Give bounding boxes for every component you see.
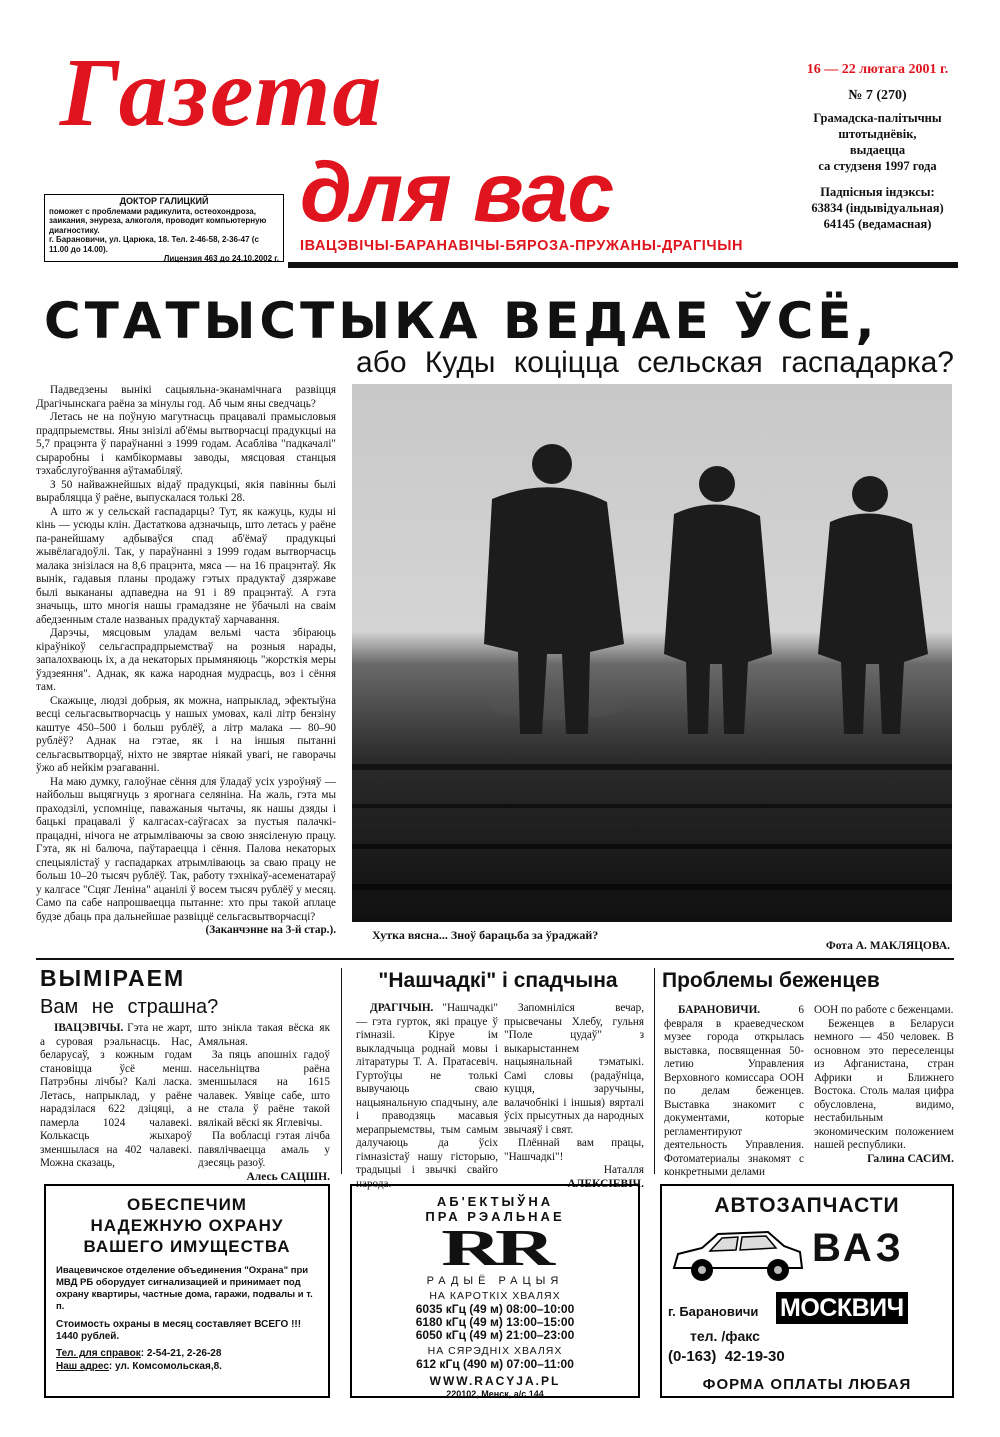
- bezhentsy-text-3: Беженцев в Беларуси немного — 450 человек. В основном это переселенцы из Афганистана, стран Африки и Ближнего Востока. Столь малая цифра обусловлена, видимо, нестабильным экономическим положением нашей республики.: [814, 1017, 954, 1151]
- okhrana-address: : ул. Комсомольская,8.: [108, 1361, 222, 1372]
- vymiraem-text-4: Па вобласці гэтая лічба павялічваецца амаль у дзесяць разоў.: [198, 1130, 330, 1169]
- vymiraem-author: Алесь САЦШН.: [246, 1170, 330, 1183]
- index-label: Падпісныя індэксы:: [820, 185, 935, 199]
- doctor-ad-license: Лицензия 463 до 24.10.2002 г.: [163, 254, 279, 263]
- nashchadki-dateline: ДРАГІЧЫН.: [370, 1002, 434, 1014]
- auto-title: АВТОЗАПЧАСТИ: [714, 1194, 900, 1217]
- index-2: 64145 (ведамасная): [823, 217, 932, 231]
- index-1: 63834 (індывідуальная): [811, 201, 944, 215]
- auto-ad: [660, 1184, 954, 1398]
- okhrana-address-line: [56, 1360, 318, 1373]
- radio-logo: RR: [441, 1220, 549, 1277]
- nashchadki-author-surname: АЛЕКСІЕВІЧ.: [567, 1177, 644, 1190]
- bezhentsy-author: Галина САСИМ.: [867, 1152, 954, 1165]
- radio-url: WWW.RACYJA.PL: [429, 1374, 561, 1388]
- lead-subheadline: або Куды коціцца сельская гаспадарка?: [356, 346, 954, 379]
- radio-ad: [350, 1184, 640, 1398]
- vymiraem-col-1: [40, 1022, 192, 1171]
- masthead-desc-3: выдаецца: [849, 143, 906, 157]
- radio-line-1: АБ'ЕКТЫЎНА: [436, 1194, 554, 1209]
- vymiraem-dateline: ІВАЦЭВІЧЫ.: [54, 1022, 124, 1034]
- okhrana-title-3: ВАШЕГО ИМУЩЕСТВА: [83, 1237, 291, 1256]
- radio-freq-2: 6180 кГц (49 м) 13:00–15:00: [415, 1315, 575, 1329]
- lead-paragraph-3: З 50 найважнейшых відаў прадукцыі, якія павінны былі вырабляцца ў раёне, выпускалася толькі 28.: [36, 478, 336, 504]
- lead-paragraph-5: Дарэчы, мясцовым уладам вельмі часта збіраюць кіраўнікоў сельгаспрадпрыемстваў на розныя нарады, запалохваюць іх, а да некаторых прымяняюць "жорсткія меры ўздзеяння". Аднак, як кажа народная мудрасць, воз і сёння там.: [36, 627, 336, 693]
- lead-paragraph-1: Падведзены вынікі сацыяльна-эканамічнага развіцця Драгічынскага раёна за мінулы год. Аб чым яны сведчаць?: [36, 384, 336, 410]
- doctor-ad: [44, 194, 284, 262]
- doctor-ad-title: ДОКТОР ГАЛИЦКИЙ: [119, 196, 209, 206]
- photo-credit: Фота А. МАКЛЯЦОВА.: [825, 940, 950, 952]
- masthead-desc-2: штотыднёвік,: [838, 127, 917, 141]
- vymiraem-title: ВЫМІРАЕМ: [40, 965, 186, 991]
- okhrana-title-1: ОБЕСПЕЧИМ: [127, 1195, 247, 1214]
- lead-paragraph-4: А што ж у сельскай гаспадарцы? Тут, як кажуць, куды ні кінь — усюды клін. Дастаткова адзначыць, што летась у раёне па-ранейшаму адбываўся спад аб'ёмаў прадукцыі жывёлагадоўлі. Так, у параўнанні з 1999 годам вытворчасць малака знізілася на 8,6 працэнта, мяса — на 16 працэнтаў. Як вынік, гадавыя планы продажу гэтых прадуктаў дзяржаве былі выкананы адпаведна на 91 і 89 працэнтаў. А гэта значыць, што многія нашы грамадзяне не ўбачылі на сваім абедзенным стале названых прадуктаў харчавання.: [36, 505, 336, 626]
- bezhentsy-text-1: 6 февраля в краеведческом музее города открылась выставка, посвященная 50-летию Управления Верховного комиссара ООН по делам беженцев. Выставка знакомит с документами, которые регламентируют деятельность Управления. Фотоматериалы знакомят с конкретными делами: [664, 1004, 804, 1178]
- bezhentsy-dateline: БАРАНОВИЧИ.: [678, 1004, 761, 1016]
- issue-number: № 7 (270): [848, 88, 907, 103]
- photo-caption: Хутка вясна... Зноў барацьба за ўраджай?: [372, 928, 599, 942]
- auto-brand-vaz: ВАЗ: [812, 1226, 905, 1270]
- lead-photo: [352, 384, 952, 922]
- radio-line-2: ПРА РЭАЛЬНАЕ: [425, 1209, 565, 1224]
- okhrana-body: Ивацевичское отделение объединения "Охрана" при МВД РБ оборудует сигнализацией и принимает под охрану квартиры, частные дома, гаражи, подвалы и т. п.: [56, 1265, 313, 1312]
- masthead-rule: [288, 262, 958, 268]
- masthead-desc-1: Грамадска-палітычны: [813, 111, 942, 125]
- nashchadki-title: "Нашчадкі" і спадчына: [378, 969, 618, 992]
- auto-tel-label: тел. /факс: [690, 1328, 760, 1344]
- masthead-subtitle: для вас: [300, 145, 614, 239]
- nashchadki-text-2: Запомніліся вечар, прысвечаны Хлебу, гульня "Поле цудаў" з выкарыстаннем нацыянальнай тэматыкі. Самі словы (радаўніца, куцця, заручыны, валачобнікі і іншыя) вярталі ўсіх прысутных да народных звычаяў і свят.: [504, 1002, 644, 1136]
- radio-freq-1: 6035 кГц (49 м) 08:00–10:00: [415, 1302, 575, 1316]
- vymiraem-subtitle: Вам не страшна?: [40, 996, 219, 1018]
- masthead-title: Газета: [60, 39, 384, 147]
- radio-freq-3: 6050 кГц (49 м) 21:00–23:00: [415, 1328, 575, 1342]
- radio-medium-label: НА СЯРЭДНІХ ХВАЛЯХ: [427, 1345, 563, 1357]
- radio-postal: 220102, Менск, а/с 144: [446, 1389, 544, 1399]
- three-men-silhouette-image: [352, 384, 952, 922]
- radio-freq-4: 612 кГц (490 м) 07:00–11:00: [416, 1357, 574, 1371]
- nashchadki-text-1: "Нашчадкі" — гэта гурток, які працуе ў гімназіі. Кіруе ім выкладчыца роднай мовы і літаратуры Т. А. Пратасевіч. Гуртоўцы не толькі вывучаюць сваю нацыянальную спадчыну, але і праводзяць масавыя мерапрыемствы, тым самым далучаюць да ўсіх гімназістаў нашу гісторыю, традыцыі і звычкі свайго народа.: [356, 1002, 498, 1190]
- lead-continued: (Заканчэнне на 3-й стар.).: [205, 924, 336, 936]
- bezhentsy-text-2: ООН по работе с беженцами.: [814, 1004, 954, 1016]
- okhrana-address-label: Наш адрес: [56, 1361, 109, 1372]
- car-icon: [668, 1224, 808, 1290]
- col-divider-1: [341, 968, 342, 1174]
- okhrana-phones: : 2-54-21, 2-26-28: [140, 1348, 222, 1359]
- vymiraem-text-1: Гэта не жарт, а суровая рэальнасць. Нас, беларусаў, з кожным годам становіцца ўсё менш. Патрэбны лічбы? Калі ласка. Летась, напрыклад, у раёне нарадзілася 622 дзіцяці, а памерла 1024 чалавекі. Колькасць жыхароў зменшылася на 402 чалавекі. Можна сказаць,: [40, 1022, 193, 1169]
- masthead-info: [790, 62, 965, 232]
- auto-tel: (0-163) 42-19-30: [668, 1348, 785, 1365]
- radio-name: РАДЫЁ РАЦЫЯ: [426, 1275, 564, 1287]
- okhrana-phones-label: Тел. для справок: [56, 1348, 141, 1359]
- doctor-ad-address: г. Барановичи, ул. Царюка, 18. Тел. 2-46-58, 2-36-47 (с 11.00 до 14.00).: [49, 235, 259, 254]
- radio-short-label: НА КАРОТКІХ ХВАЛЯХ: [429, 1290, 561, 1302]
- bezhentsy-col-2: [814, 1004, 954, 1166]
- okhrana-title-2: НАДЕЖНУЮ ОХРАНУ: [90, 1216, 284, 1235]
- lead-paragraph-2: Летась не на поўную магутнасць працавалі прамысловыя прадпрыемствы. Яны знізілі аб'ёмы вытворчасці прадукцыі на 5,7 працэнта ў параўнанні з 1999 годам. Асабліва "падкачалі" сыраробны і камбікормавы заводы, мясцовая станцыя тэхабслугоўвання аўтамабіляў.: [36, 411, 336, 477]
- nashchadki-col-1: [356, 1002, 498, 1191]
- nashchadki-text-3: Плённай вам працы, "Нашчадкі"!: [504, 1137, 644, 1163]
- lead-headline: СТАТЫСТЫКА ВЕДАЕ ЎСЁ,: [44, 292, 879, 350]
- vymiraem-text-2: што знікла такая вёска як Амяльная.: [198, 1022, 330, 1048]
- bezhentsy-col-1: [664, 1004, 804, 1180]
- vymiraem-col-2: [198, 1022, 330, 1184]
- lead-paragraph-6: Скажыце, людзі добрыя, як можна, напрыклад, эфектыўна весці сельгасвытворчасць у нашых умовах, калі літр бензіну каштуе 450–500 і больш рублёў, а літр малака — 80–90 рублёў? Аднак на гэтае, як і на іншыя пытанні сельгасвытворцаў, ніхто не звяртае ніякай увагі, не гаворачы ўжо аб нейкім рэагаванні.: [36, 694, 336, 774]
- lead-article: [36, 384, 336, 938]
- okhrana-ad: [44, 1184, 330, 1398]
- nashchadki-col-2: [504, 1002, 644, 1191]
- vymiraem-text-3: За пяць апошніх гадоў насельніцтва раёна зменшылася на 1615 чалавек. Уявіце сабе, што не стала ў раёне такой вялікай вёскі як Яглевічы.: [198, 1049, 330, 1129]
- lead-paragraph-7: На маю думку, галоўнае сёння для ўладаў усіх узроўняў — найбольш выцягнуць з ярогнага селяніна. На жаль, гэта мы праходзілі, успомніце, паважаныя чытачы, як нашы дзяды і бацькі працавалі ў калгасах-саўгасах за пустыя палачкі-працадні, нічога не атрымліваючы за свою знясіленую працу. Гэта, як ні балюча, паўтараецца і сёння. Палова некаторых спецыялістаў у гаспадарках атрымліваюць за сваю працу не больш 10–20 тысяч рублёў. Так, работу тэхнікаў-асеменатараў у калгасе "Сцяг Леніна" ацанілі ў восем тысяч рублёў у месяц. Само па сабе напрошваецца пытанне: хто пры такой аплаце будзе дбаць пра дальнейшае развіццё сельгасвытворчасці?: [36, 775, 336, 923]
- lower-rule: [36, 958, 954, 960]
- regions-strip: ІВАЦЭВІЧЫ-БАРАНАВІЧЫ-БЯРОЗА-ПРУЖАНЫ-ДРАГІЧЫН: [300, 238, 744, 254]
- doctor-ad-body: поможет с проблемами радикулита, остеохондроза, заикания, энуреза, алкоголя, проводит компьютерную диагностику.: [49, 206, 267, 235]
- okhrana-price: Стоимость охраны в месяц составляет ВСЕГО !!! 1440 рублей.: [56, 1319, 302, 1342]
- auto-payment: ФОРМА ОПЛАТЫ ЛЮБАЯ: [702, 1376, 912, 1393]
- col-divider-2: [654, 968, 655, 1174]
- masthead-desc-4: са студзеня 1997 года: [818, 159, 937, 173]
- auto-brand-moskvich: МОСКВИЧ: [776, 1292, 908, 1324]
- auto-city: г. Барановичи: [668, 1304, 759, 1319]
- nashchadki-author-name: Наталля: [603, 1164, 644, 1176]
- okhrana-phones-line: [56, 1347, 318, 1360]
- bezhentsy-title: Проблемы беженцев: [662, 969, 880, 992]
- issue-date: 16 — 22 лютага 2001 г.: [806, 62, 949, 77]
